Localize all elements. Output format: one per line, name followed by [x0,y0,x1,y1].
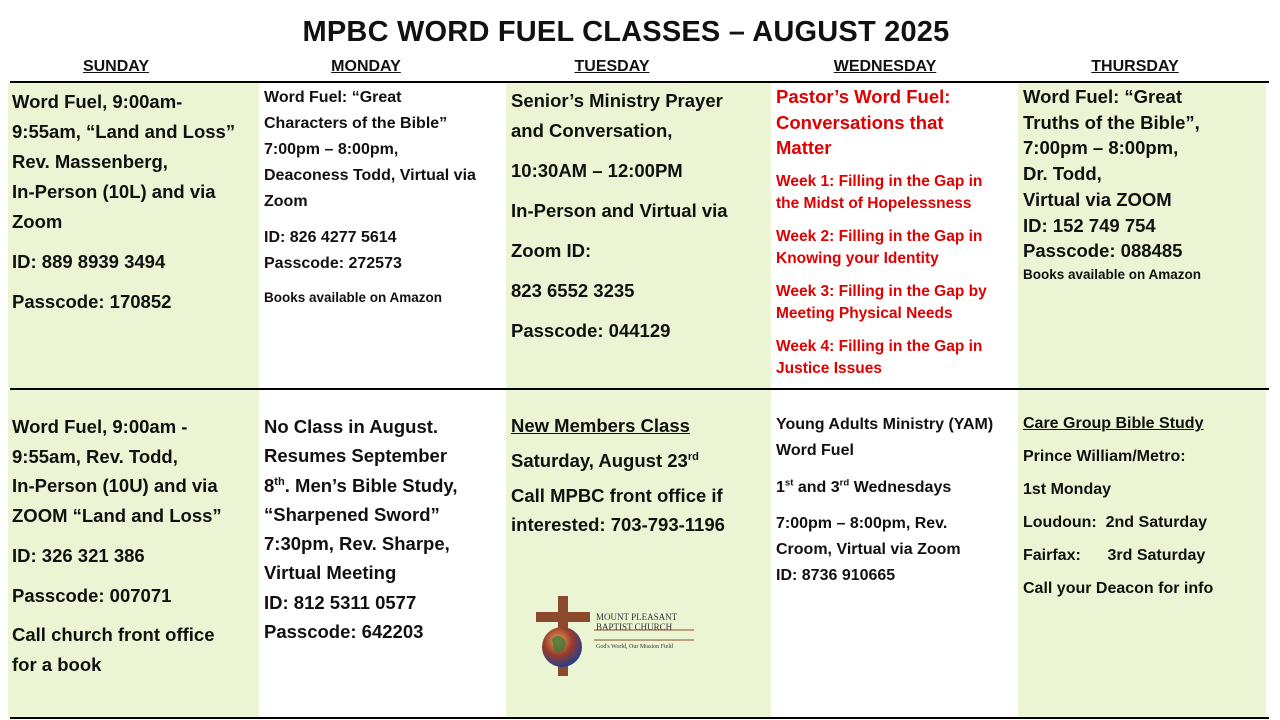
books-note: Books available on Amazon [264,290,443,305]
sunday-morning-class [8,83,259,388]
church-logo [534,594,704,678]
class-line: In-Person (10L) and via [12,181,216,202]
meeting-id: ID: 812 5311 0577 [264,591,417,613]
passcode: Passcode: 170852 [12,291,172,312]
class-line: Word Fuel: “Great [264,89,402,106]
sunday-second-class [8,390,259,717]
group-schedule: 1st Monday [1023,481,1112,498]
class-time: 10:30AM – 12:00PM [511,160,683,181]
class-line: Conversations that [776,111,944,133]
week-line: Justice Issues [776,359,882,377]
class-line: Virtual via ZOOM [1023,188,1172,210]
cross-globe-icon [534,594,704,678]
class-line: 7:00pm – 8:00pm, [1023,137,1179,159]
class-line: ZOOM “Land and Loss” [12,504,222,526]
passcode: Passcode: 044129 [511,320,671,341]
class-line: 9:55am, Rev. Todd, [12,445,178,467]
class-heading: New Members Class [511,415,690,436]
class-line: 7:30pm, Rev. Sharpe, [264,533,450,555]
week-item [776,226,1018,270]
week-item [776,336,1018,380]
class-line: No Class in August. [264,416,439,437]
class-line: Truths of the Bible”, [1023,111,1200,133]
class-line: 9:55am, “Land and Loss” [12,121,236,142]
week-line: Week 2: Filling in the Gap in [776,227,983,245]
class-line: Characters of the Bible” [264,115,448,132]
bottom-divider [10,717,1269,719]
page-title: MPBC WORD FUEL CLASSES – AUGUST 2025 [302,16,950,48]
meeting-id: ID: 326 321 386 [12,545,145,566]
call-note: Call your Deacon for info [1023,580,1214,597]
week-item [776,171,1018,215]
class-line: Word Fuel, 9:00am- [12,91,183,112]
call-note: Call church front office [12,624,215,645]
class-line: Matter [776,137,832,158]
class-line: Word Fuel: “Great [1023,86,1182,107]
thursday-evening-class [1018,83,1266,388]
class-date: Saturday, August 23rd [511,450,699,471]
meeting-id: ID: 152 749 754 [1023,214,1156,236]
call-note: for a book [12,653,102,675]
class-schedule: 1st and 3rd Wednesdays [776,477,952,496]
passcode: Passcode: 272573 [264,255,402,272]
week-line: the Midst of Hopelessness [776,194,972,212]
class-line: Resumes September [264,445,448,467]
monday-evening-class [260,85,506,388]
call-note: interested: 703-793-1196 [511,514,725,535]
call-note: Call MPBC front office if [511,485,723,506]
group-schedule: Prince William/Metro: [1023,448,1186,465]
class-line: Dr. Todd, [1023,163,1102,185]
class-line: “Sharpened Sword” [264,503,440,525]
wednesday-young-adults [772,390,1018,717]
logo-name-line1: MOUNT PLEASANT [596,612,678,622]
meeting-id: 823 6552 3235 [511,280,635,301]
class-line: 7:00pm – 8:00pm, [264,141,399,158]
meeting-id: ID: 8736 910665 [776,567,896,584]
books-note: Books available on Amazon [1023,266,1202,282]
group-schedule: Loudoun: 2nd Saturday [1023,514,1207,531]
class-mode: In-Person and Virtual via [511,200,728,221]
meeting-id: ID: 826 4277 5614 [264,229,397,246]
class-line: Pastor’s Word Fuel: [776,86,951,107]
monday-mens-bible-study [260,390,506,717]
header-thursday: THURSDAY [1091,58,1179,75]
header-tuesday: TUESDAY [574,58,650,75]
week-line: Week 3: Filling in the Gap by [776,282,987,300]
wednesday-pastor-word-fuel [772,84,1018,388]
class-line: Zoom [264,193,308,210]
zoom-label: Zoom ID: [511,240,592,261]
class-line: Deaconess Todd, Virtual via [264,167,476,184]
class-line: Word Fuel, 9:00am - [12,416,188,437]
class-line: Word Fuel [776,442,854,459]
class-line: Senior’s Ministry Prayer [511,90,723,111]
tuesday-senior-ministry [506,83,771,388]
class-line: In-Person (10U) and via [12,475,218,496]
meeting-id: ID: 889 8939 3494 [12,251,166,272]
passcode: Passcode: 642203 [264,621,424,643]
class-line: 8th. Men’s Bible Study, [264,474,458,496]
class-heading: Care Group Bible Study [1023,415,1204,432]
logo-tagline: God's World, Our Mission Field [596,644,673,650]
week-line: Knowing your Identity [776,249,939,267]
class-line: Young Adults Ministry (YAM) [776,416,994,433]
class-time: 7:00pm – 8:00pm, Rev. [776,515,948,532]
passcode: Passcode: 088485 [1023,240,1183,262]
class-line: Zoom [12,211,63,232]
header-sunday: SUNDAY [82,58,150,75]
header-wednesday: WEDNESDAY [833,58,937,75]
thursday-care-group [1018,390,1266,717]
week-line: Week 1: Filling in the Gap in [776,172,983,190]
logo-name-line2: BAPTIST CHURCH [596,622,673,632]
group-schedule: Fairfax: 3rd Saturday [1023,547,1206,564]
week-line: Week 4: Filling in the Gap in [776,337,983,355]
header-monday: MONDAY [331,58,401,75]
week-line: Meeting Physical Needs [776,304,953,322]
class-line: Virtual Meeting [264,562,397,584]
week-item [776,281,1018,325]
class-time: Croom, Virtual via Zoom [776,541,961,558]
class-line: Rev. Massenberg, [12,151,168,172]
class-line: and Conversation, [511,120,673,141]
passcode: Passcode: 007071 [12,584,172,606]
